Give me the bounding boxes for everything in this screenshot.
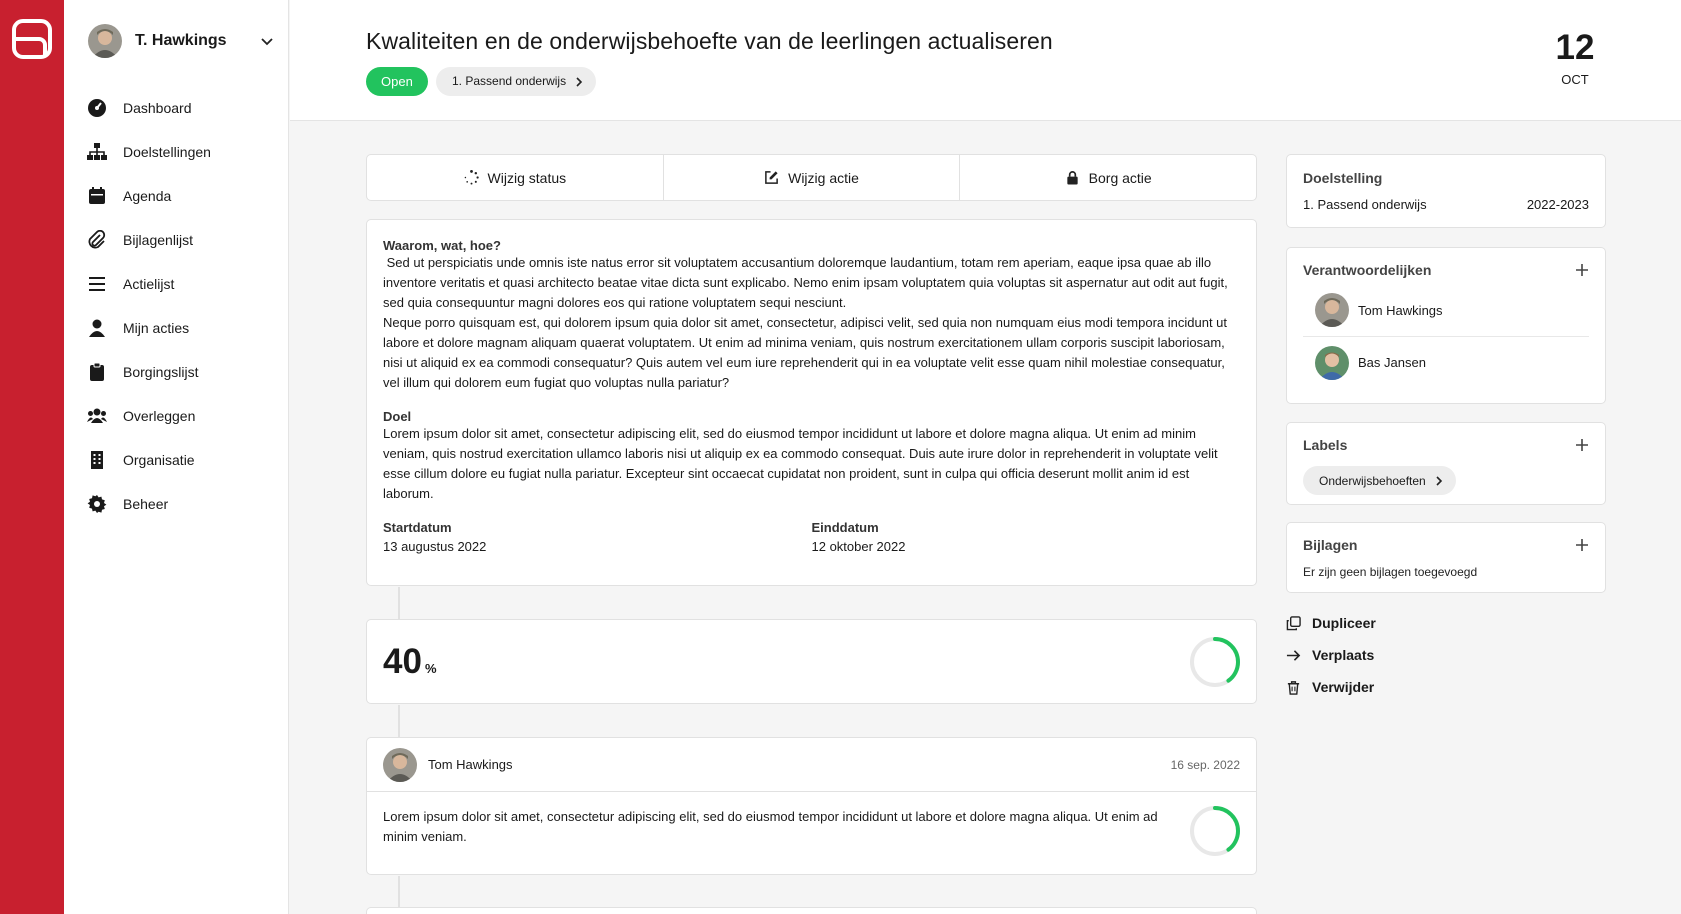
nav-item-agenda[interactable] bbox=[86, 174, 276, 218]
goal-card bbox=[1286, 154, 1606, 228]
gear-icon bbox=[86, 493, 108, 515]
chevron-down-icon[interactable] bbox=[260, 34, 274, 48]
comment-text: Lorem ipsum dolor sit amet, consectetur adipiscing elit, sed do eiusmod tempor incididunt ut labore et dolore magna aliqua. Ut enim ad minim veniam. bbox=[383, 809, 1158, 844]
next-timeline-card bbox=[366, 907, 1257, 914]
duplicate-label: Dupliceer bbox=[1312, 615, 1376, 631]
avatar bbox=[1315, 346, 1349, 380]
avatar bbox=[88, 24, 122, 58]
nav-item-overleggen[interactable] bbox=[86, 394, 276, 438]
spinner-icon bbox=[464, 170, 479, 185]
end-date-value: 12 oktober 2022 bbox=[811, 539, 906, 554]
move-label: Verplaats bbox=[1312, 647, 1375, 663]
action-links bbox=[1286, 607, 1486, 703]
lock-icon bbox=[1065, 170, 1080, 185]
page-title: Kwaliteiten en de onderwijsbehoefte van de leerlingen actualiseren bbox=[366, 28, 1053, 54]
attachments-card bbox=[1286, 522, 1606, 593]
nav-item-borgingslijst[interactable] bbox=[86, 350, 276, 394]
goal-year: 2022-2023 bbox=[1526, 197, 1589, 212]
hierarchy-icon bbox=[86, 141, 108, 163]
timeline-connector bbox=[398, 876, 400, 907]
sidebar bbox=[64, 0, 289, 914]
users-icon bbox=[86, 405, 108, 427]
app-logo-icon[interactable] bbox=[11, 18, 53, 60]
why-label: Waarom, wat, hoe? bbox=[383, 238, 501, 253]
why-text: Sed ut perspiciatis unde omnis iste natus error sit voluptatem accusantium doloremque laudantium, totam rem aperiam, eaque ipsa quae ab illo inventore veritatis et quasi architecto beatae vitae dicta sunt explicabo. Nemo enim ipsam voluptatem quia voluptas sit aspernatur aut odit aut fugit, sed quia consequuntur magni dolores eos qui ratione voluptatem sequi nesciunt. bbox=[383, 255, 1232, 310]
why-text-continued: Neque porro quisquam est, qui dolorem ipsum quia dolor sit amet, consectetur, adipisci velit, sed quia non numquam eius modi tempora incidunt ut labore et dolore magnam aliquam quaerat voluptatem. Ut enim ad minima veniam, quis nostrum exercitationem ullam corporis suscipit laboriosam, nisi ut aliquid ex ea commodi consequatur? Quis autem vel eum iure reprehenderit qui in ea voluptate velit esse quam nihil molestiae consequatur, vel illum qui dolorem eum fugiat quo voluptas nulla pariatur? bbox=[383, 315, 1228, 390]
breadcrumb[interactable] bbox=[436, 67, 596, 96]
status-badge: Open bbox=[366, 67, 428, 96]
comment-card bbox=[366, 737, 1257, 875]
add-attachment-icon[interactable] bbox=[1575, 538, 1589, 552]
change-status-button[interactable] bbox=[367, 155, 664, 200]
nav-item-mijn-acties[interactable] bbox=[86, 306, 276, 350]
responsible-card bbox=[1286, 247, 1606, 404]
label-pill[interactable] bbox=[1303, 466, 1456, 495]
end-date-label: Einddatum bbox=[811, 520, 879, 535]
nav-label: Dashboard bbox=[123, 100, 192, 116]
add-responsible-icon[interactable] bbox=[1575, 263, 1589, 277]
breadcrumb-label: 1. Passend onderwijs bbox=[452, 74, 567, 88]
nav-label: Doelstellingen bbox=[123, 144, 211, 160]
progress-number: 40 bbox=[383, 642, 422, 681]
nav-item-doelstellingen[interactable] bbox=[86, 130, 276, 174]
nav-label: Bijlagenlijst bbox=[123, 232, 194, 248]
responsible-name: Tom Hawkings bbox=[1358, 302, 1443, 318]
chevron-right-icon bbox=[1434, 476, 1444, 486]
add-label-icon[interactable] bbox=[1575, 438, 1589, 452]
main-nav bbox=[86, 86, 276, 526]
start-date-value: 13 augustus 2022 bbox=[383, 539, 487, 554]
due-date-day: 12 bbox=[1555, 28, 1595, 67]
list-icon bbox=[86, 273, 108, 295]
responsible-person[interactable] bbox=[1303, 284, 1589, 336]
app-rail bbox=[0, 0, 64, 914]
timeline-connector bbox=[398, 705, 400, 737]
avatar bbox=[1315, 293, 1349, 327]
avatar bbox=[383, 748, 417, 782]
user-menu[interactable] bbox=[88, 22, 274, 60]
building-icon bbox=[86, 449, 108, 471]
duplicate-link[interactable] bbox=[1286, 607, 1486, 639]
copy-icon bbox=[1286, 616, 1301, 631]
nav-item-bijlagenlijst[interactable] bbox=[86, 218, 276, 262]
nav-label: Organisatie bbox=[123, 452, 195, 468]
lock-action-label: Borg actie bbox=[1088, 169, 1152, 186]
edit-icon bbox=[764, 170, 779, 185]
timeline-connector bbox=[398, 587, 400, 619]
nav-item-organisatie[interactable] bbox=[86, 438, 276, 482]
nav-label: Mijn acties bbox=[123, 320, 190, 336]
nav-label: Agenda bbox=[123, 188, 172, 204]
action-details-card bbox=[366, 219, 1257, 586]
arrow-right-icon bbox=[1286, 648, 1301, 663]
nav-label: Borgingslijst bbox=[123, 364, 199, 380]
lock-action-button[interactable] bbox=[960, 155, 1256, 200]
label-pill-text: Onderwijsbehoeften bbox=[1319, 473, 1426, 488]
nav-label: Beheer bbox=[123, 496, 169, 512]
progress-value bbox=[383, 642, 437, 682]
goal-row[interactable] bbox=[1303, 197, 1589, 212]
progress-ring bbox=[1189, 636, 1241, 688]
progress-unit: % bbox=[424, 661, 437, 676]
responsible-title: Verantwoordelijken bbox=[1303, 262, 1432, 278]
responsible-card-header bbox=[1303, 262, 1589, 278]
comment-date: 16 sep. 2022 bbox=[1170, 757, 1240, 772]
goal-label: Doel bbox=[383, 409, 412, 424]
paperclip-icon bbox=[86, 229, 108, 251]
dashboard-icon bbox=[86, 97, 108, 119]
nav-item-actielijst[interactable] bbox=[86, 262, 276, 306]
nav-item-dashboard[interactable] bbox=[86, 86, 276, 130]
calendar-icon bbox=[86, 185, 108, 207]
action-toolbar bbox=[366, 154, 1257, 201]
goal-card-title: Doelstelling bbox=[1303, 170, 1383, 186]
change-status-label: Wijzig status bbox=[487, 169, 567, 186]
start-date-label: Startdatum bbox=[383, 520, 452, 535]
date-range bbox=[383, 520, 1240, 554]
attachments-empty-text: Er zijn geen bijlagen toegevoegd bbox=[1303, 565, 1478, 579]
clipboard-icon bbox=[86, 361, 108, 383]
nav-label: Overleggen bbox=[123, 408, 196, 424]
responsible-person[interactable] bbox=[1303, 336, 1589, 388]
goal-text: Lorem ipsum dolor sit amet, consectetur adipiscing elit, sed do eiusmod tempor incididunt ut labore et dolore magna aliqua. Ut enim ad minim veniam, quis nostrud exercitation ullamco laboris nisi ut aliquip ex ea commodo consequat. Duis aute irure dolor in reprehenderit in voluptate velit esse cillum dolore eu fugiat nulla pariatur. Excepteur sint occaecat cupidatat non proident, sunt in culpa qui officia deserunt mollit anim id est laborum. bbox=[383, 426, 1218, 501]
attachments-title: Bijlagen bbox=[1303, 537, 1358, 553]
goal-name: 1. Passend onderwijs bbox=[1303, 197, 1427, 212]
comment-header bbox=[367, 738, 1256, 792]
chevron-right-icon bbox=[574, 77, 584, 87]
comment-progress-ring bbox=[1189, 805, 1241, 857]
labels-title: Labels bbox=[1303, 437, 1348, 453]
labels-card bbox=[1286, 422, 1606, 505]
delete-link[interactable] bbox=[1286, 671, 1486, 703]
user-name: T. Hawkings bbox=[135, 32, 227, 49]
comment-author: Tom Hawkings bbox=[428, 757, 513, 772]
trash-icon bbox=[1286, 680, 1301, 695]
progress-card bbox=[366, 619, 1257, 704]
nav-item-beheer[interactable] bbox=[86, 482, 276, 526]
responsible-name: Bas Jansen bbox=[1358, 355, 1426, 370]
delete-label: Verwijder bbox=[1312, 679, 1375, 695]
nav-label: Actielijst bbox=[123, 276, 175, 292]
edit-action-label: Wijzig actie bbox=[788, 169, 859, 186]
page-header bbox=[290, 0, 1681, 121]
due-date-month: OCT bbox=[1561, 72, 1589, 87]
user-icon bbox=[86, 317, 108, 339]
move-link[interactable] bbox=[1286, 639, 1486, 671]
edit-action-button[interactable] bbox=[664, 155, 961, 200]
attachments-card-header bbox=[1303, 537, 1589, 553]
labels-card-header bbox=[1303, 437, 1589, 453]
